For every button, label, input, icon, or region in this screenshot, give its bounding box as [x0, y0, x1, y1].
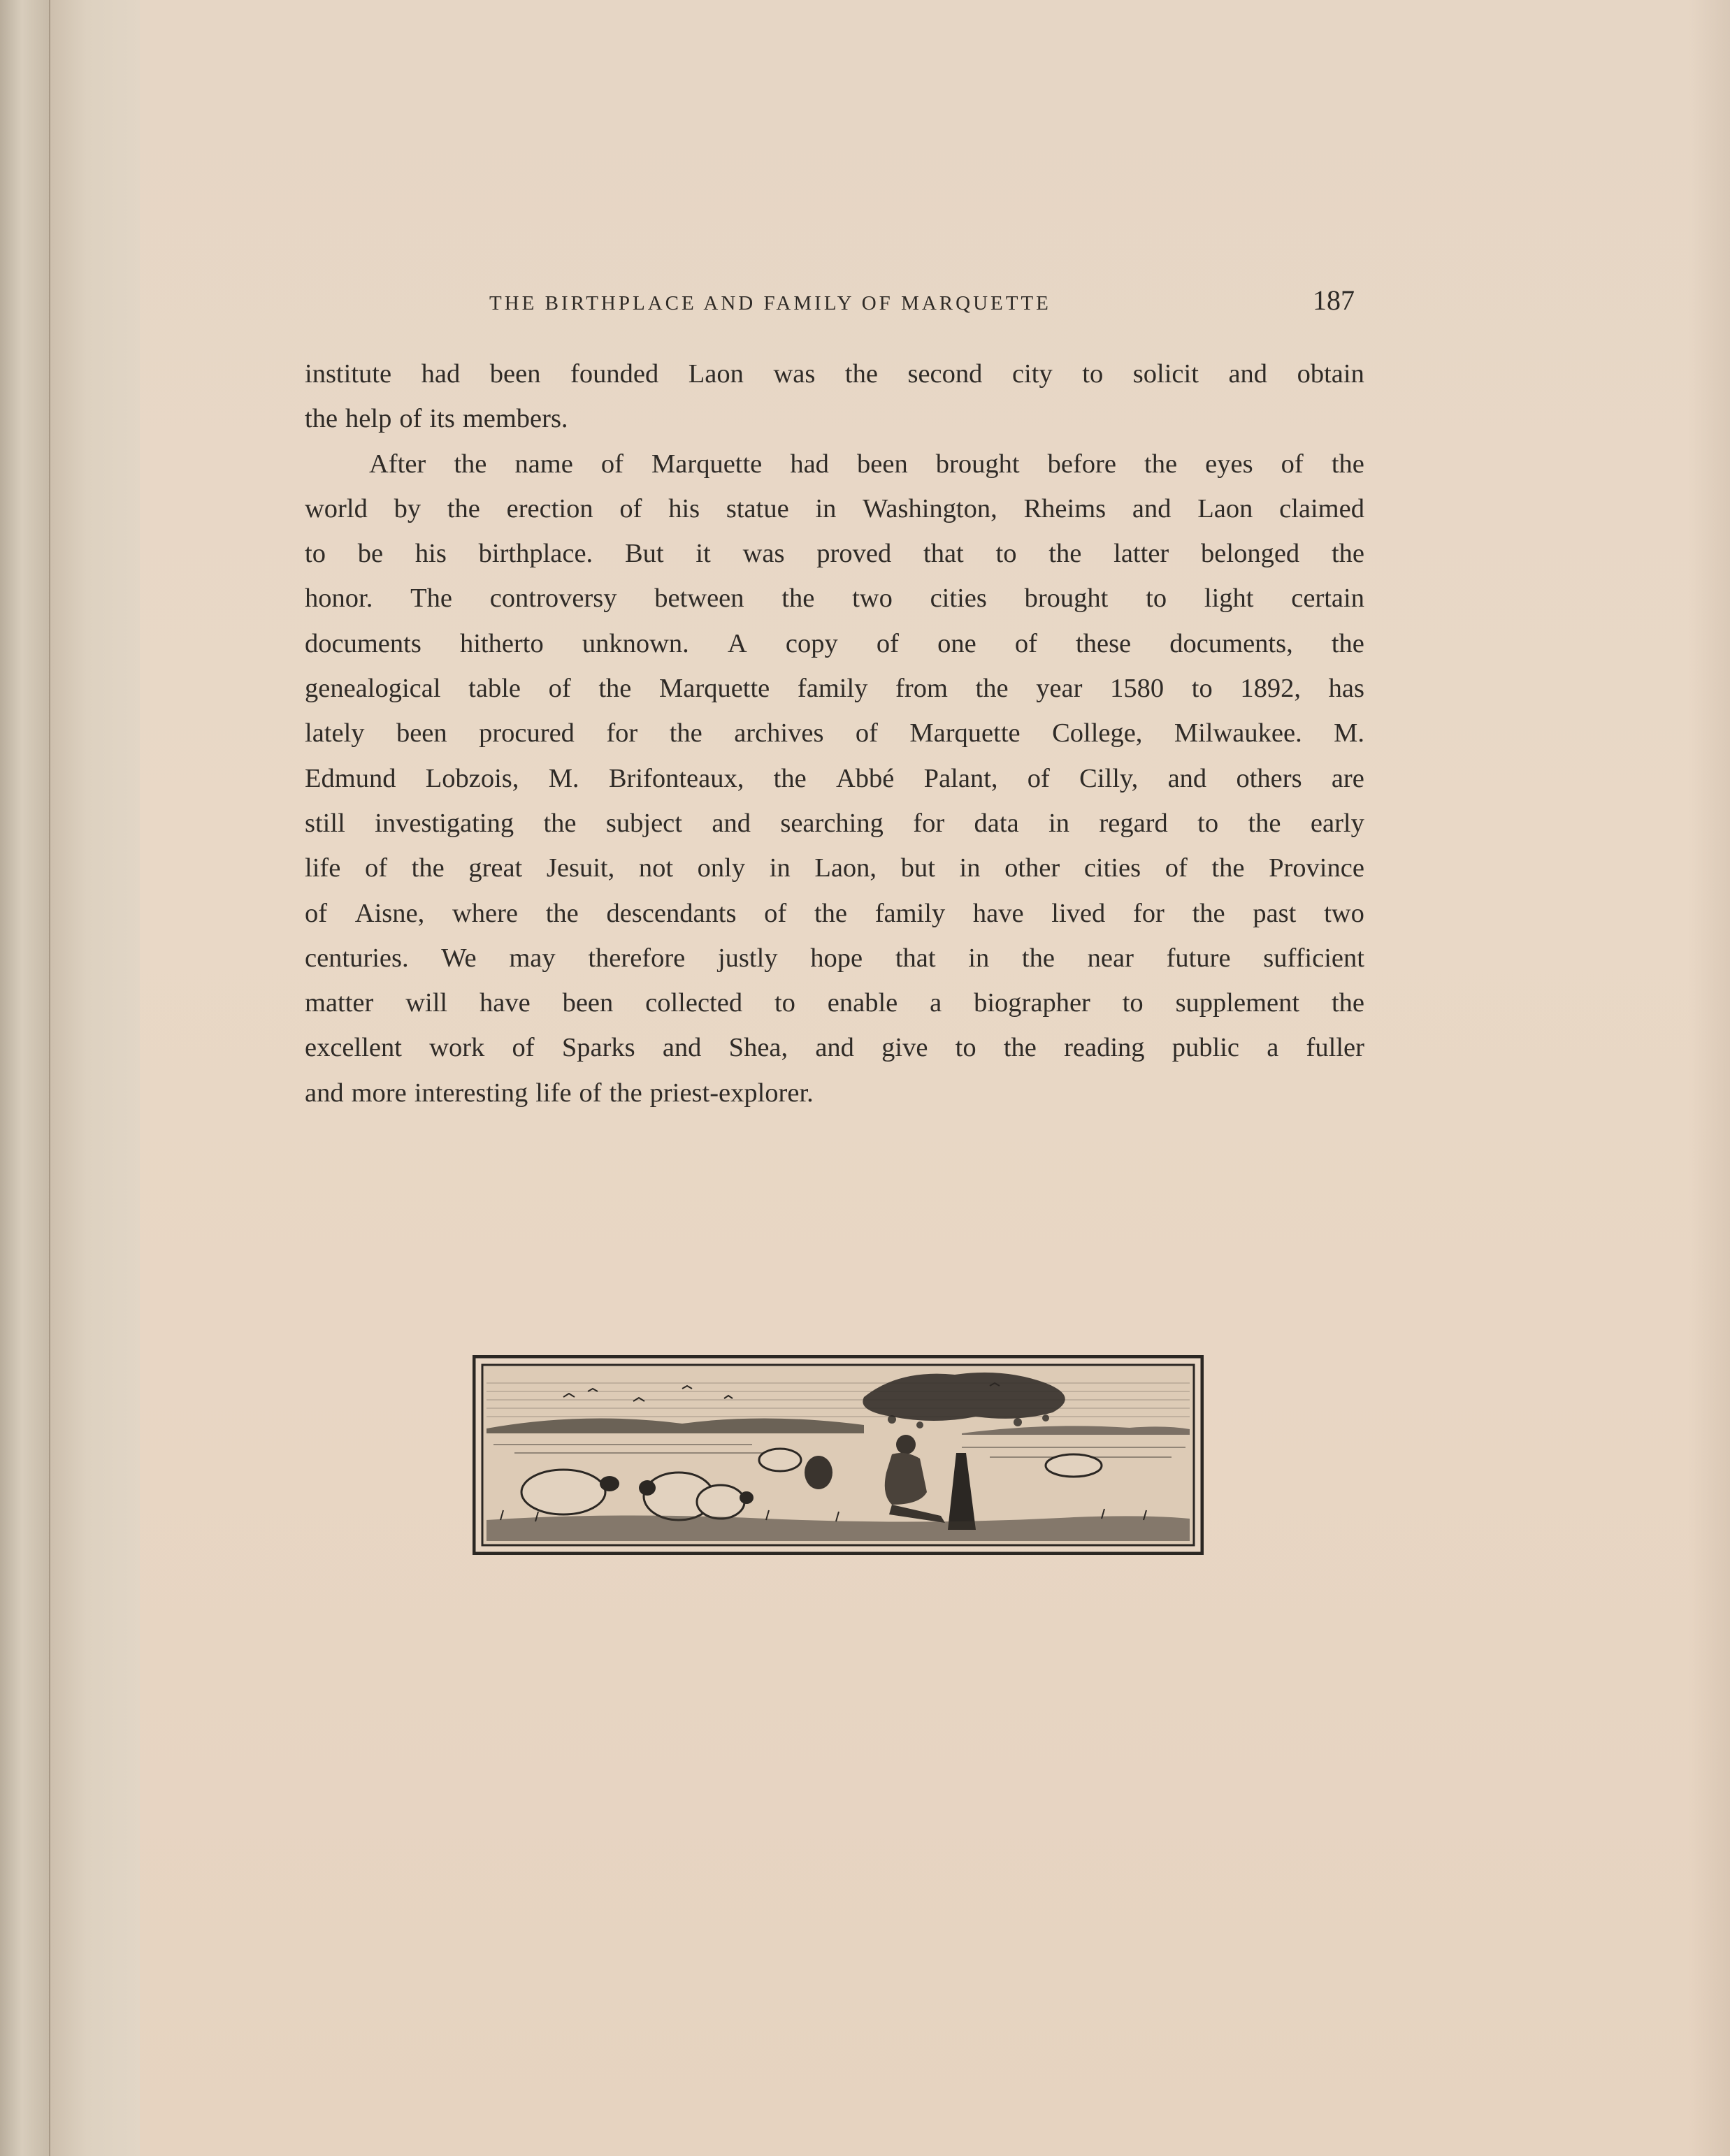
page-number: 187 — [1313, 284, 1355, 316]
body-text — [305, 352, 1364, 1115]
text-line: life of the great Jesuit, not only in Laon, but in other cities of the Province — [305, 853, 1364, 883]
text-line: centuries. We may therefore justly hope that in the near future sufficient — [305, 943, 1364, 973]
book-spine — [0, 0, 49, 2156]
text-line: the help of its members. — [305, 404, 568, 434]
text-line: excellent work of Sparks and Shea, and give to the reading public a fuller — [305, 1033, 1364, 1063]
text-line: world by the erection of his statue in Washington, Rheims and Laon claimed — [305, 493, 1364, 523]
text-line: lately been procured for the archives of Marquette College, Milwaukee. M. — [305, 718, 1364, 748]
running-head: THE BIRTHPLACE AND FAMILY OF MARQUETTE — [489, 292, 1051, 314]
text-line: genealogical table of the Marquette family from the year 1580 to 1892, has — [305, 674, 1364, 704]
text-line: documents hitherto unknown. A copy of one of these documents, the — [305, 628, 1364, 658]
text-line: matter will have been collected to enable a biographer to supplement the — [305, 988, 1364, 1018]
text-line: to be his birthplace. But it was proved that to the latter belonged the — [305, 539, 1364, 569]
page-gutter — [49, 0, 141, 2156]
text-line: still investigating the subject and searching for data in regard to the early — [305, 808, 1364, 838]
text-line: Edmund Lobzois, M. Brifonteaux, the Abbé Palant, of Cilly, and others are — [305, 763, 1364, 793]
pastoral-vignette-icon — [473, 1355, 1204, 1555]
text-line: After the name of Marquette had been brought before the eyes of the — [369, 449, 1364, 479]
text-line: institute had been founded Laon was the second city to solicit and obtain — [305, 359, 1364, 389]
text-line: honor. The controversy between the two cities brought to light certain — [305, 584, 1364, 614]
text-line: of Aisne, where the descendants of the family have lived for the past two — [305, 898, 1364, 928]
text-line: and more interesting life of the priest-explorer. — [305, 1078, 814, 1108]
